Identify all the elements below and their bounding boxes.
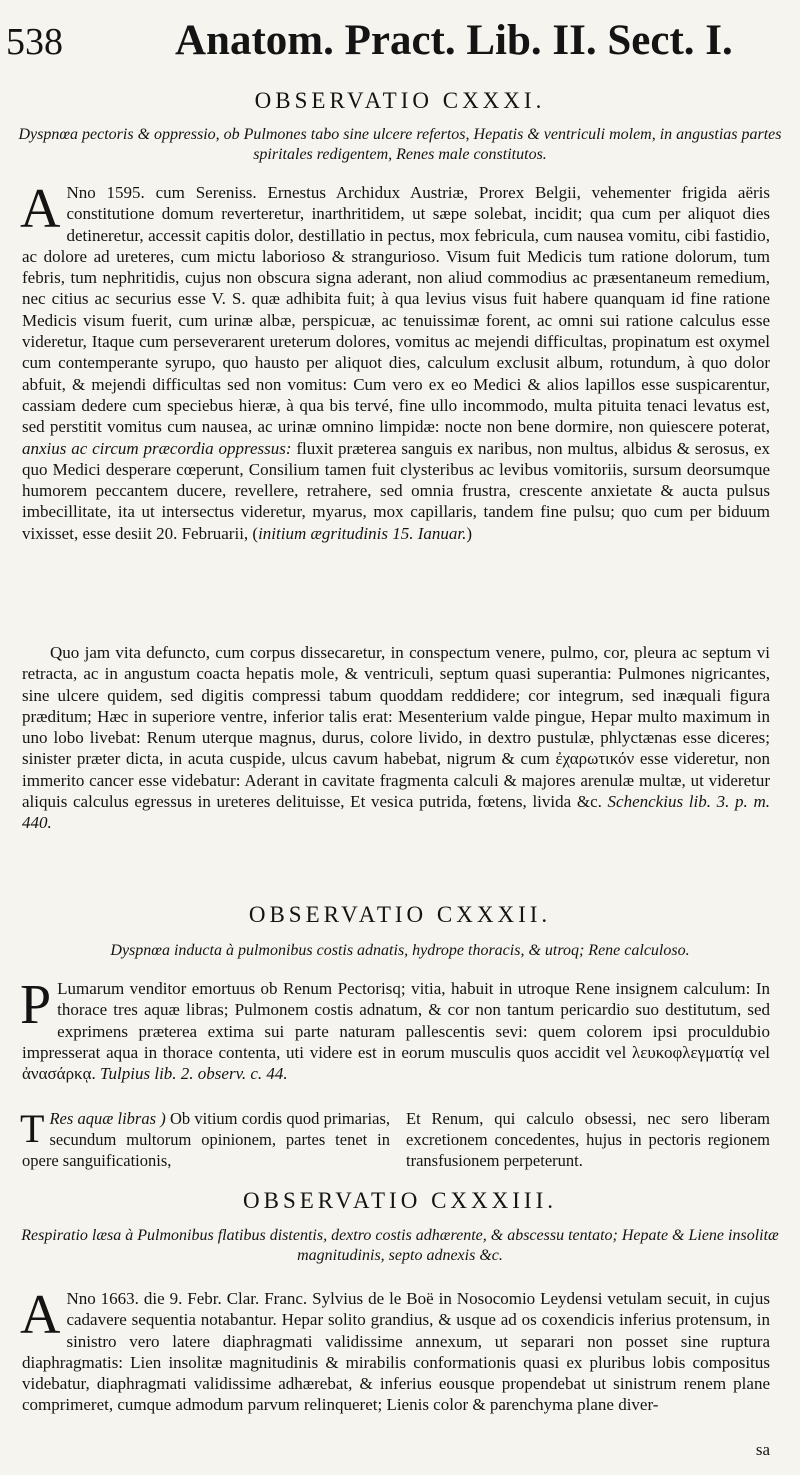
observation-132-subtitle: Dyspnœa inducta à pulmonibus costis adnatis, hydrope thoracis, & utroq; Rene calculoso. (110, 942, 690, 959)
paragraph-text: Nno 1595. cum Sereniss. Ernestus Archidux Austriæ, Prorex Belgii, vehementer frigida aëris constitutione domum reverteretur, inarthritidem, ut sæpe solebat, incidit; qua cum per aliquot dies detineretur, accessit capitis dolor, destillatio in pectus, mox febricula, cum nausea vomitu, cibi fastidio, ac dolore ad ureteres, cum mictu laborioso & strangurioso. Visum fuit Medicis tum ratione dolorum, tum febris, tum nephritidis, cujus non obscura signa aderant, non aliud commodius ac præsentaneum remedium, nec citius ac securius esse V. S. quæ adhibita fuit; à qua levius visus fuit habere quanquam id fine ratione Medicis visum fuerit, cum urinæ albæ, perspicuæ, ac tenuissimæ forent, ac omni sui ratione calculus esse videretur, Itaque cum perseverarent ureterum dolores, vomitus ac mejendi difficultas, propinatum est oxymel cum contemperante syrupo, quo hausto per aliquot dies, calculum exclusit album, rotundum, à quo dolor abfuit, & mejendi difficultas sed non vomitus: Cum vero ex eo Medici & alios lapillos esse suspicarentur, cassiam dedere cum speciebus hieræ, à qua bis tervé, fine ullo incommodo, multa pituita tenaci levatus est, sed perstitit vomitus cum nausea, ac urinæ omnino limpidæ: nocte non bene dormire, non quiescere poterat, (22, 183, 770, 437)
page-header (0, 16, 800, 68)
drop-cap: A (20, 1284, 61, 1346)
observation-133-title: OBSERVATIO CXXXIII. (243, 1188, 557, 1213)
paragraph-italic: anxius ac circum præcordia oppressus: (22, 438, 292, 458)
paragraph-text: Quo jam vita defuncto, cum corpus dissecaretur, in conspectum venere, pulmo, cor, pleura ac septum vi retracta, ac in angustum coacta hepatis mole, & ventriculi, septum quasi superantia: Pulmones nigricantes, sine ulcere quidem, sed digitis compressi tabum quoddam reddidere; cor integrum, sed inæquali figura præditum; Hæc in superiore ventre, inferior talis erat: Mesenterium valde pingue, Hepar multo maximum in uno lobo livebat: Renum uterque magnus, durus, colore livido, in dextro pustulæ, phlyctænas esse diceres; sinister præter dicta, in acuta cuspide, ulcus cavum habebat, nigrum & cum ἐχαρωτικόν esse videretur, non immerito cancer esse videbatur: Aderant in cavitate fragmenta calculi & majores arenulæ multæ, ut videretur aliquis calculus egressus in ureteres delituisse, Et vesica putrida, fœtens, livida &c. (22, 643, 770, 812)
note-lemma: Res aquæ libras ) (49, 1109, 166, 1128)
paragraph-text: Nno 1663. die 9. Febr. Clar. Franc. Sylvius de le Boë in Nosocomio Leydensi vetulam secuit, in cujus cadavere sequentia notabantur. Hepar solito grandius, & usque ad os coxendicis inferius protensum, in sinistro vero latere diaphragmati validissime annexum, ut separari non posset sine ruptura diaphragmatis: Lien insolitæ magnitudinis & mirabilis conformationis quasi ex pluribus lobis compositus videbatur, diaphragmati validissime adhærebat, & inferius eousque propendebat ut sinistrum renem plane comprimeret, cumque admodum parvum relinqueret; Lienis color & parenchyma plane diver- (22, 1289, 770, 1415)
citation: Schenckius lib. 3. p. m. 440. (22, 792, 771, 833)
drop-cap: A (20, 178, 61, 240)
drop-cap: P (20, 974, 52, 1036)
catchword: sa (755, 1440, 770, 1459)
observation-133-paragraph-1 (20, 1284, 770, 1416)
date-note: initium ægritudinis 15. Ianuar. (258, 523, 467, 543)
observation-131-paragraph-1 (20, 178, 770, 544)
paragraph-text: fluxit præterea sanguis ex naribus, non multus, albidus & serosus, ex quo Medici desperare cœperunt, Consilium tamen fuit clysteribus ac levibus vomitoriis, sursum deorsumque humorem peccantem ducere, revellere, retrahere, sed omnia frustra, crescente anxietate & aucta pulsus imbecillitate, ita ut intersectus videretur, myarus, mox capillaris, tandem fine pulsu; quo cum per biduum vixisset, esse desiit 20. Februarii, ( (22, 438, 770, 543)
observation-131-paragraph-2 (22, 642, 770, 834)
note-text: Et Renum, qui calculo obsessi, nec sero liberam excretionem concedentes, hujus in pectoris regionem transfusionem perpeterunt. (406, 1109, 770, 1170)
observation-132-notes (22, 1108, 770, 1172)
observation-131-subtitle: Dyspnœa pectoris & oppressio, ob Pulmones tabo sine ulcere refertos, Hepatis & ventriculi molem, in angustias partes spiritales redigentem, Renes male constitutos. (18, 126, 782, 163)
page-number: 538 (6, 21, 63, 63)
note-drop-cap: T (20, 1106, 45, 1151)
observation-132-paragraph-1 (20, 974, 770, 1084)
citation: Tulpius lib. 2. observ. c. 44. (100, 1064, 288, 1084)
observation-132-title: OBSERVATIO CXXXII. (248, 902, 552, 927)
note-right-column (406, 1108, 770, 1171)
observation-133-subtitle: Respiratio læsa à Pulmonibus flatibus distentis, dextro costis adhærente, & abscessu tentato; Hepate & Liene insolitæ magnitudinis, septo adnexis &c. (21, 1227, 779, 1264)
note-text: Ob vitium cordis quod primarias, secundum multorum opinionem, partes tenet in opere sanguificationis, (22, 1109, 391, 1170)
note-left-column (22, 1108, 390, 1171)
running-title: Anatom. Pract. Lib. II. Sect. I. (175, 17, 733, 64)
paragraph-text: Lumarum venditor emortuus ob Renum Pectorisq; vitia, habuit in utroque Rene insignem calculum: In thorace tres aquæ libras; Pulmonem costis adnatum, & cor non tantum pericardio suo destitutum, sed exprimens præterea extima sui parte naturam pallescentis sevi: quem colorem ipsi proculdubio impresserat aqua in thorace contenta, uti videre est in eorum musculis quos accidit vel λευκοφλεγματίᾳ vel ἀνασάρκᾳ. (22, 979, 770, 1084)
observation-131-title: OBSERVATIO CXXXI. (254, 88, 546, 113)
paragraph-text: ) (466, 523, 473, 543)
